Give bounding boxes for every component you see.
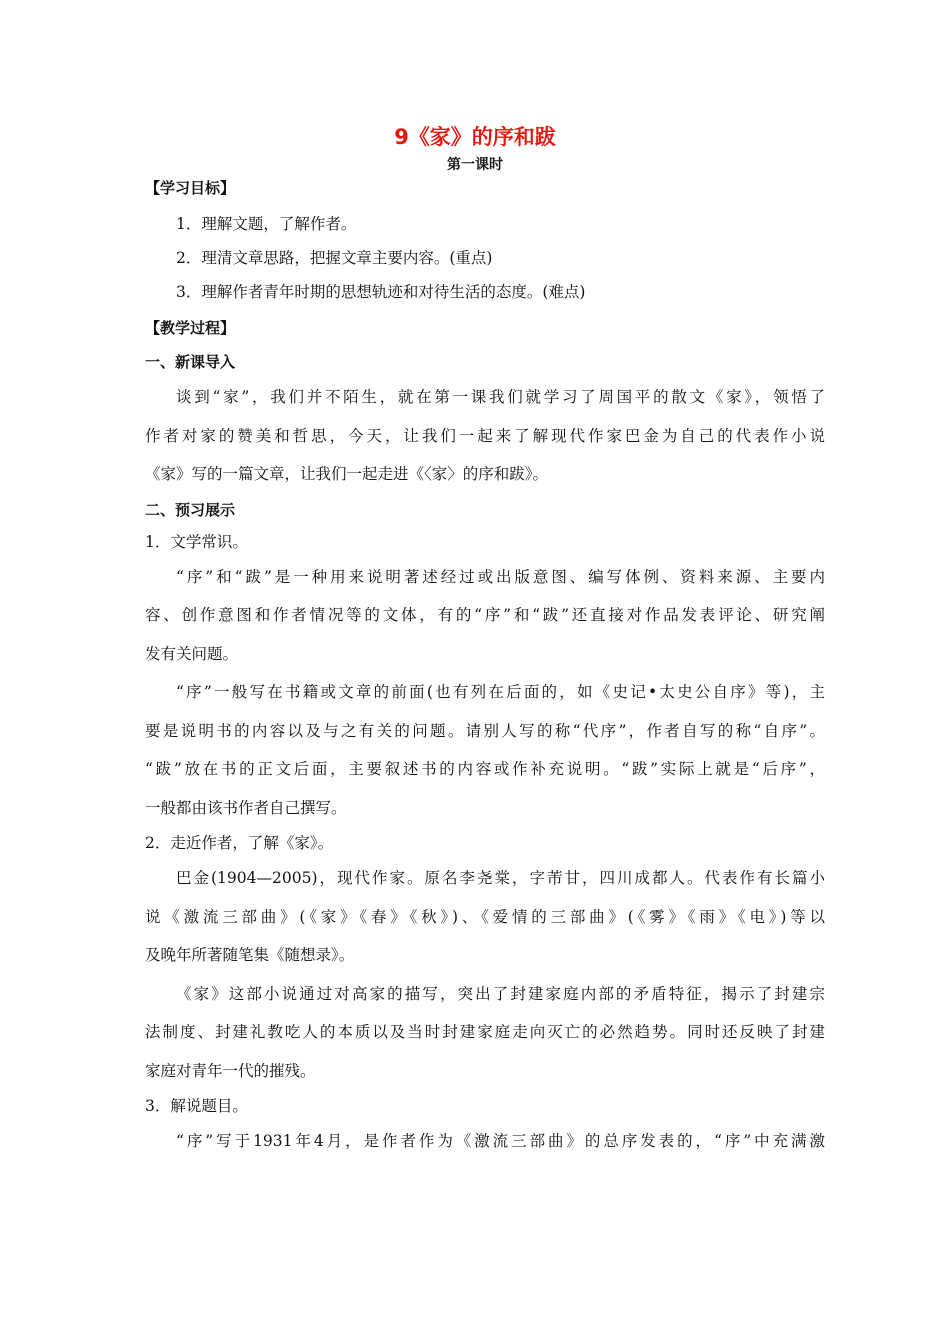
- text-line: “序”和“跋”是一种用来说明著述经过或出版意图、编写体例、资料来源、主要内: [176, 567, 825, 586]
- text-line: “跋”放在书的正文后面，主要叙述书的内容或作补充说明。“跋”实际上就是“后序”，: [145, 760, 825, 778]
- part2-heading: 二、预习展示: [145, 500, 236, 519]
- item3-paragraph-1: [145, 1122, 825, 1161]
- text-line: 《家》这部小说通过对高家的描写，突出了封建家庭内部的矛盾特征，揭示了封建宗: [176, 984, 825, 1003]
- item1-paragraph-2: [145, 673, 825, 827]
- item3-heading: 3．解说题目。: [145, 1097, 248, 1115]
- text-line: 法制度、封建礼教吃人的本质以及当时封建家庭走向灭亡的必然趋势。同时还反映了封建: [145, 1023, 825, 1041]
- text-line: 家庭对青年一代的摧残。: [145, 1061, 316, 1080]
- objective-item: 2．理清文章思路，把握文章主要内容。(重点): [176, 249, 493, 267]
- text-line: 要是说明书的内容以及与之有关的问题。请别人写的称“代序”，作者自写的称“自序”。: [145, 721, 825, 740]
- item1-heading: 1．文学常识。: [145, 532, 248, 551]
- item1-paragraph-1: [145, 558, 825, 674]
- text-line: 《家》写的一篇文章，让我们一起走进《〈家〉的序和跋》。: [145, 465, 549, 483]
- text-line: 及晚年所著随笔集《随想录》。: [145, 946, 355, 964]
- intro-paragraph: [145, 378, 825, 494]
- objective-item: 1．理解文题，了解作者。: [176, 215, 357, 233]
- item2-paragraph-1: [145, 859, 825, 975]
- process-heading: 【教学过程】: [145, 319, 236, 337]
- document-title: 9《家》的序和跋: [394, 125, 556, 149]
- document-body: [145, 172, 825, 1161]
- text-line: 容、创作意图和作者情况等的文体，有的“序”和“跋”还直接对作品发表评论、研究阐: [145, 606, 825, 624]
- text-line: 巴金(1904—2005)，现代作家。原名李尧棠，字芾甘，四川成都人。代表作有长篇小: [176, 869, 825, 887]
- text-line: “序”一般写在书籍或文章的前面(也有列在后面的，如《史记•太史公自序》等)，主: [176, 683, 825, 701]
- text-line: 说《激流三部曲》(《家》《春》《秋》)、《爱情的三部曲》(《雾》《雨》《电》)等以: [145, 907, 825, 926]
- part1-heading: 一、新课导入: [145, 353, 236, 371]
- item2-heading: 2．走近作者，了解《家》。: [145, 834, 334, 852]
- item2-paragraph-2: [145, 975, 825, 1091]
- document-subtitle: 第一课时: [447, 157, 503, 173]
- text-line: 发有关问题。: [145, 644, 239, 663]
- objective-item: 3．理解作者青年时期的思想轨迹和对待生活的态度。(难点): [176, 283, 586, 301]
- text-line: 作者对家的赞美和哲思，今天，让我们一起来了解现代作家巴金为自己的代表作小说: [145, 426, 825, 445]
- text-line: 一般都由该书作者自己撰写。: [145, 798, 347, 817]
- text-line: “序”写于1931年4月，是作者作为《激流三部曲》的总序发表的，“序”中充满激: [176, 1132, 825, 1150]
- objectives-list: [145, 207, 825, 309]
- objectives-heading: 【学习目标】: [145, 179, 236, 197]
- text-line: 谈到“家”，我们并不陌生，就在第一课我们就学习了周国平的散文《家》，领悟了: [176, 388, 825, 406]
